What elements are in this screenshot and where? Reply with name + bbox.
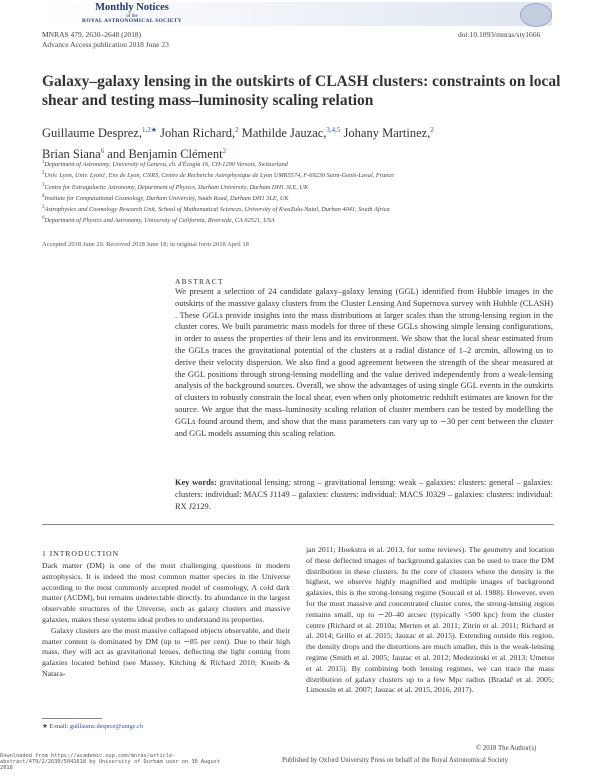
abstract-text: We present a selection of 24 candidate galaxy–galaxy lensing (GGL) identified from Hubble images in the outskirts of the massive galaxy clusters from the Cluster Lensing And Supernova survey with Hubble (CLASH) . These GGLs provide insights into the mass distributions at larger scales than the strong-lensing region in the cluster cores. We built parametric mass models for three of these GGLs showing simple lensing configurations, in order to assess the properties of their lens and its environment. We show that the local shear estimated from the GGLs traces the gravitational potential of the clusters at a radial distance of 1–2 arcmin, allowing us to derive their velocity dispersion. We also find a good agreement between the strength of the shear measured at the GGL positions through strong-lensing modelling and the value derived independently from a weak-lensing analysis of the background sources. Overall, we show the advantages of using single GGL events in the outskirts of clusters to robustly constrain the local shear, even when only photometric redshift estimates are known for the source. We argue that the mass–luminosity scaling relation of cluster members can be tested by modelling the GGLs found around them, and show that the mass parameters can vary up to ∼30 per cent between the cluster and GGL models assuming this scaling relation.: [175, 287, 553, 438]
doi-link[interactable]: doi:10.1093/mnras/sty1666: [458, 30, 541, 39]
author-affil: 2: [222, 147, 227, 156]
affiliation-text: Astrophysics and Cosmology Research Unit, School of Mathematical Sciences, University of KwaZulu-Natal, Durban 4041, South Africa: [44, 206, 390, 214]
author-affil: 2: [235, 126, 239, 134]
affiliation-text: Univ. Lyon, Univ. Lyon1, Ens de Lyon, CNRS, Centre de Recherche Astrophysique de Lyon UMR5574, F-69230 Saint-Genis-Laval, France: [44, 172, 395, 180]
download-watermark: Downloaded from https://academic.oup.com/mnras/article-abstract/479/2/2630/5041618 by University of Durham user on 30 August 2018: [0, 753, 221, 772]
journal-logo-line2: of the: [126, 13, 138, 19]
author-name[interactable]: Brian Siana: [42, 147, 101, 162]
affiliation-number: 1: [42, 160, 45, 165]
paper-title: Galaxy–galaxy lensing in the outskirts of CLASH clusters: constraints on local shear and testing mass–luminosity scaling relation: [42, 73, 561, 109]
author-name[interactable]: and Benjamin Clément: [107, 147, 223, 162]
author-email-link[interactable]: guillaume.desprez@unige.ch: [69, 723, 143, 730]
footnote-label: ★ E-mail:: [42, 723, 69, 730]
affiliation-item: [42, 203, 562, 214]
affiliation-number: 4: [42, 193, 45, 199]
intro-column-left: [42, 561, 290, 680]
society-crest-icon: [520, 3, 552, 27]
advance-access: Advance Access publication 2018 June 23: [42, 40, 169, 49]
affiliation-number: 3: [42, 182, 45, 188]
abstract-heading: ABSTRACT: [175, 277, 224, 286]
affiliation-text: Department of Astronomy, University of Geneva, ch. d'Écogia 16, CH-1290 Versoix, Switzerland: [44, 161, 288, 169]
affiliation-text: Department of Physics and Astronomy, University of California, Riverside, CA 92521, USA: [44, 217, 275, 225]
section-divider: [42, 524, 554, 525]
affiliation-item: [42, 169, 562, 180]
affiliation-list: [42, 158, 562, 226]
author-list: [42, 121, 562, 163]
author-affil: 3,4,5: [326, 126, 341, 134]
author-name[interactable]: Johany Martinez,: [343, 126, 431, 141]
author-affil: 1,2★: [141, 126, 157, 134]
intro-paragraph: jan 2011; Hoekstra et al. 2013, for some reviews). The geometry and location of these deflected images of background galaxies can be used to trace the DM distribution in these clusters. In the core of clusters where the density is the highest, we observe highly magnified and multiple images of background galaxies, this is the strong-lensing regime (Soucail et al. 1988). However, even for the most massive and concentrated cluster cores, the strong-lensing region remains small, up to ∼20–40 arcsec (typically <500 kpc) from the cluster centre (Richard et al. 2010a; Merten et al. 2011; Zitrin et al. 2011; Richard et al. 2014; Grillo et al. 2015; Jauzac et al. 2015). Extending outside this region, the density drops and the distortions are much smaller, this is the weak-lensing regime (Smith et al. 2005; Jauzac et al. 2012; Medezinski et al. 2013; Umetsu et al. 2015). By combining both lensing regimes, we can trace the mass distribution of galaxy clusters up to a few Mpc radius (Bradač et al. 2005; Limousin et al. 2007; Jauzac et al. 2015, 2016, 2017).: [306, 545, 554, 695]
intro-paragraph: Dark matter (DM) is one of the most challenging questions in modern astrophysics. It is indeed the most common matter species in the Universe according to the most commonly accepted model of cosmology, Λ cold dark matter (ΛCDM), but remains undetectable directly. Its abundance in the largest observable structures of the Universe, such as galaxy clusters and massive galaxies, makes these systems ideal probes to understand its properties.: [42, 561, 290, 624]
author-name[interactable]: Johan Richard,: [160, 126, 236, 141]
affiliation-text: Centre for Extragalactic Astronomy, Department of Physics, Durham University, Durham DH1 3LE, UK: [44, 183, 309, 191]
affiliation-text: Institute for Computational Cosmology, Durham University, South Road, Durham DH1 3LE, UK: [44, 194, 289, 202]
journal-logo: [62, 3, 202, 24]
footnote-divider: [42, 718, 102, 719]
keywords: [175, 477, 553, 512]
affiliation-item: [42, 214, 562, 225]
section-heading: 1 INTRODUCTION: [42, 549, 120, 558]
affiliation-item: [42, 181, 562, 192]
affiliation-item: [42, 158, 562, 169]
keywords-label: Key words:: [175, 478, 217, 487]
intro-paragraph: Galaxy clusters are the most massive collapsed objects observable, and their matter content is dominated by DM (up to ∼85 per cent). Due to their high mass, they will act as gravitational lenses, deflecting the light coming from galaxies located behind (see Massey, Kitching & Richard 2010; Kneib & Natara-: [42, 625, 290, 678]
received-accepted-dates: Accepted 2018 June 20. Received 2018 June 18; in original form 2018 April 18: [42, 241, 249, 248]
author-affil: 2: [430, 126, 434, 134]
author-name[interactable]: Guillaume Desprez,: [42, 126, 142, 141]
copyright: © 2018 The Author(s): [476, 745, 537, 752]
author-name[interactable]: Mathilde Jauzac,: [241, 126, 327, 141]
publisher-note: Published by Oxford University Press on behalf of the Royal Astronomical Society: [282, 757, 508, 764]
footnote: [42, 723, 143, 730]
author-affil: 6: [100, 147, 105, 156]
journal-citation: MNRAS 479, 2630–2648 (2018): [42, 30, 142, 39]
keywords-text: gravitational lensing: strong – gravitational lensing: weak – galaxies: clusters: general – galaxies: clusters: individual: MACS J1149 – galaxies: clusters: individual: MACS J0329 – galaxies: clusters: individual: RX J2129.: [175, 478, 554, 511]
journal-logo-line1: Monthly Notices: [95, 2, 169, 13]
journal-logo-line3: ROYAL ASTRONOMICAL SOCIETY: [82, 17, 182, 24]
affiliation-item: [42, 192, 562, 203]
affiliation-number: 6: [42, 216, 45, 222]
affiliation-number: 2: [42, 171, 45, 177]
intro-column-right: [306, 545, 554, 696]
affiliation-number: 5: [42, 205, 45, 211]
